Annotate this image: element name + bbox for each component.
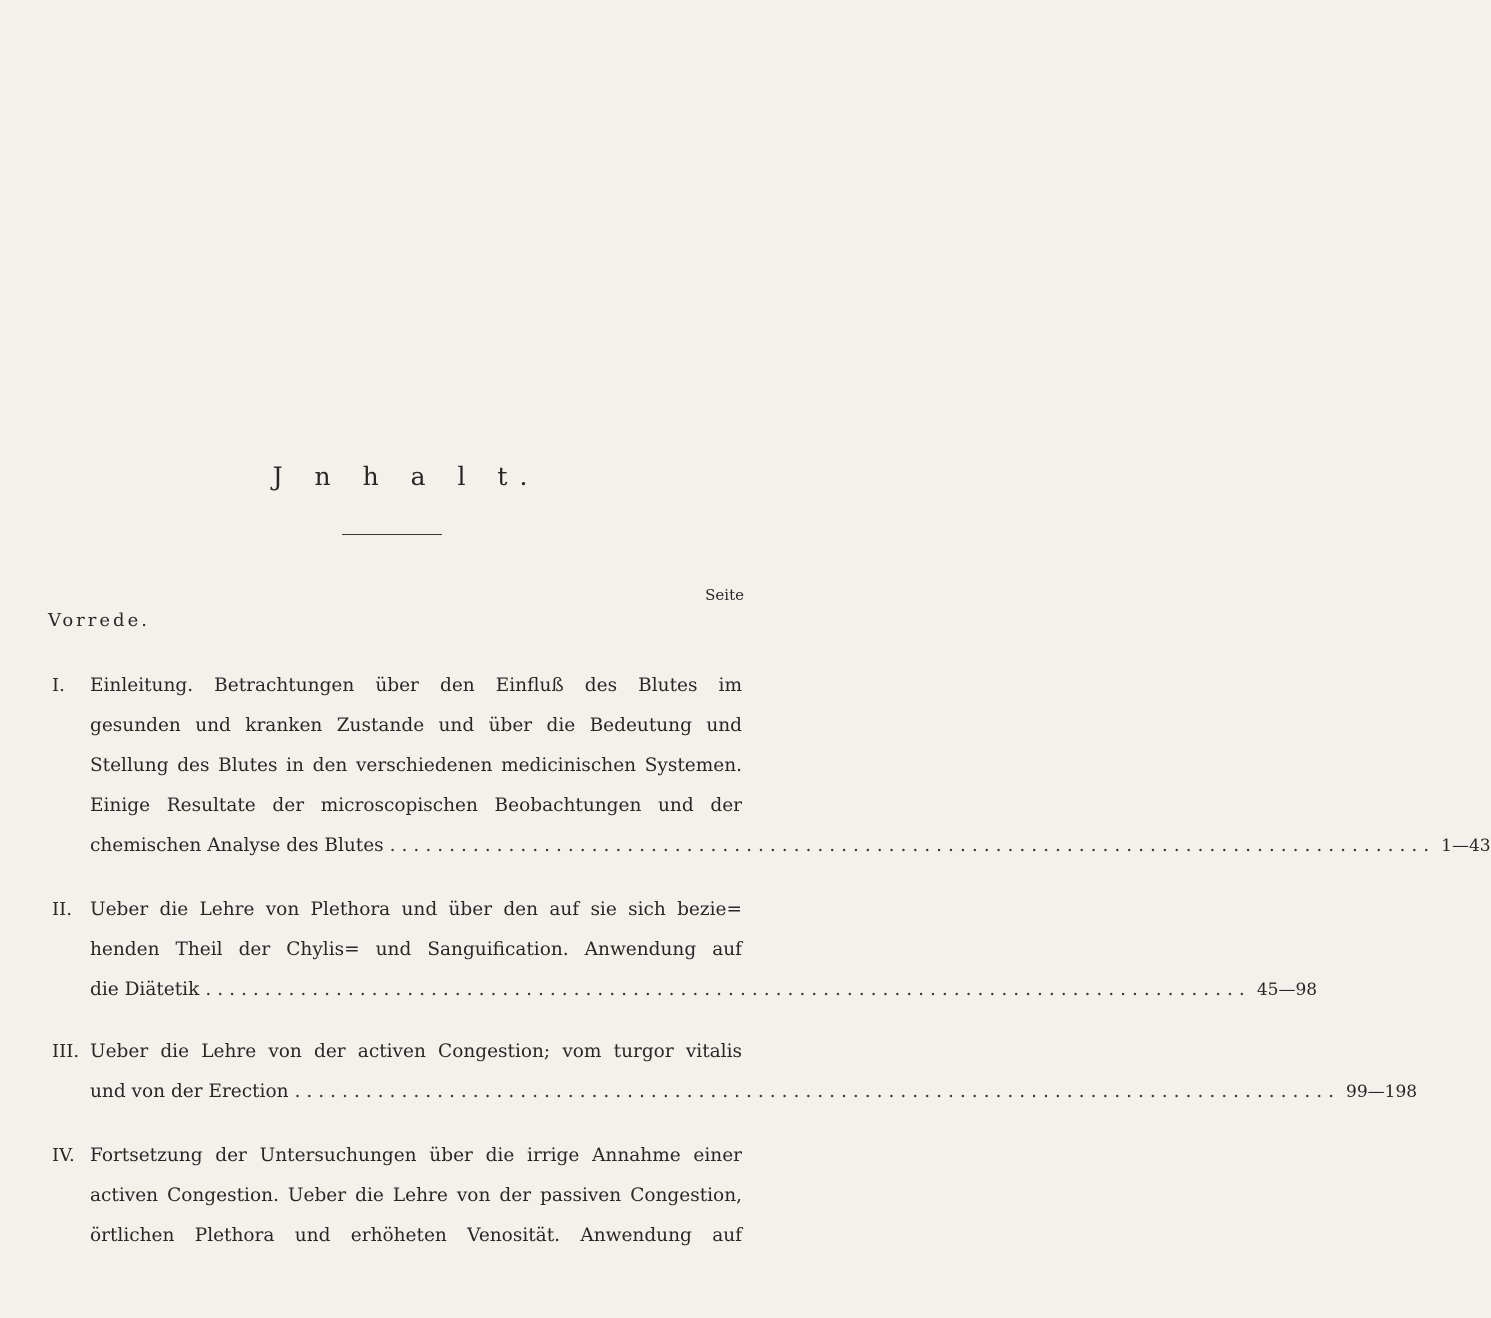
entry-last-line	[90, 1072, 1418, 1112]
vorrede-entry: Vorrede.	[48, 610, 150, 631]
entry-line: und von der Erection	[90, 1081, 289, 1102]
entry-line: Fortsetzung der Untersuchungen über die irrige Annahme einer	[90, 1145, 742, 1166]
entry-line: Einige Resultate der microscopischen Beobachtungen und der	[90, 795, 742, 816]
page-column-label: Seite	[705, 586, 744, 604]
entry-last-line	[90, 826, 1491, 866]
title-rule	[342, 534, 442, 535]
page-title: J n h a l t.	[272, 462, 540, 491]
entry-line: die Diätetik	[90, 979, 200, 1000]
page-range: 1—43	[1441, 836, 1491, 856]
leader-dots: ........................................................................................	[205, 979, 1251, 1000]
entry-line: Ueber die Lehre von der activen Congestion; vom turgor vitalis	[90, 1041, 742, 1062]
entry-line: henden Theil der Chylis= und Sanguification. Anwendung auf	[90, 939, 742, 960]
entry-line: Einleitung. Betrachtungen über den Einfluß des Blutes im	[90, 675, 742, 696]
entry-number: III.	[52, 1041, 80, 1062]
entry-line: chemischen Analyse des Blutes	[90, 835, 384, 856]
leader-dots: ........................................................................................	[389, 835, 1436, 856]
entry-line: Ueber die Lehre von Plethora und über den auf sie sich bezie=	[90, 899, 742, 920]
entry-last-line	[90, 970, 1318, 1010]
leader-dots: ........................................................................................	[294, 1081, 1341, 1102]
entry-number: II.	[52, 899, 72, 920]
page-range: 45—98	[1256, 980, 1318, 1000]
entry-line: örtlichen Plethora und erhöheten Venosität. Anwendung auf	[90, 1225, 742, 1246]
entry-number: I.	[52, 675, 65, 696]
entry-line: Stellung des Blutes in den verschiedenen medicinischen Systemen.	[90, 755, 742, 776]
page-range: 99—198	[1346, 1082, 1418, 1102]
entry-line: gesunden und kranken Zustande und über die Bedeutung und	[90, 715, 742, 736]
entry-number: IV.	[52, 1145, 75, 1166]
entry-line: activen Congestion. Ueber die Lehre von der passiven Congestion,	[90, 1185, 742, 1206]
